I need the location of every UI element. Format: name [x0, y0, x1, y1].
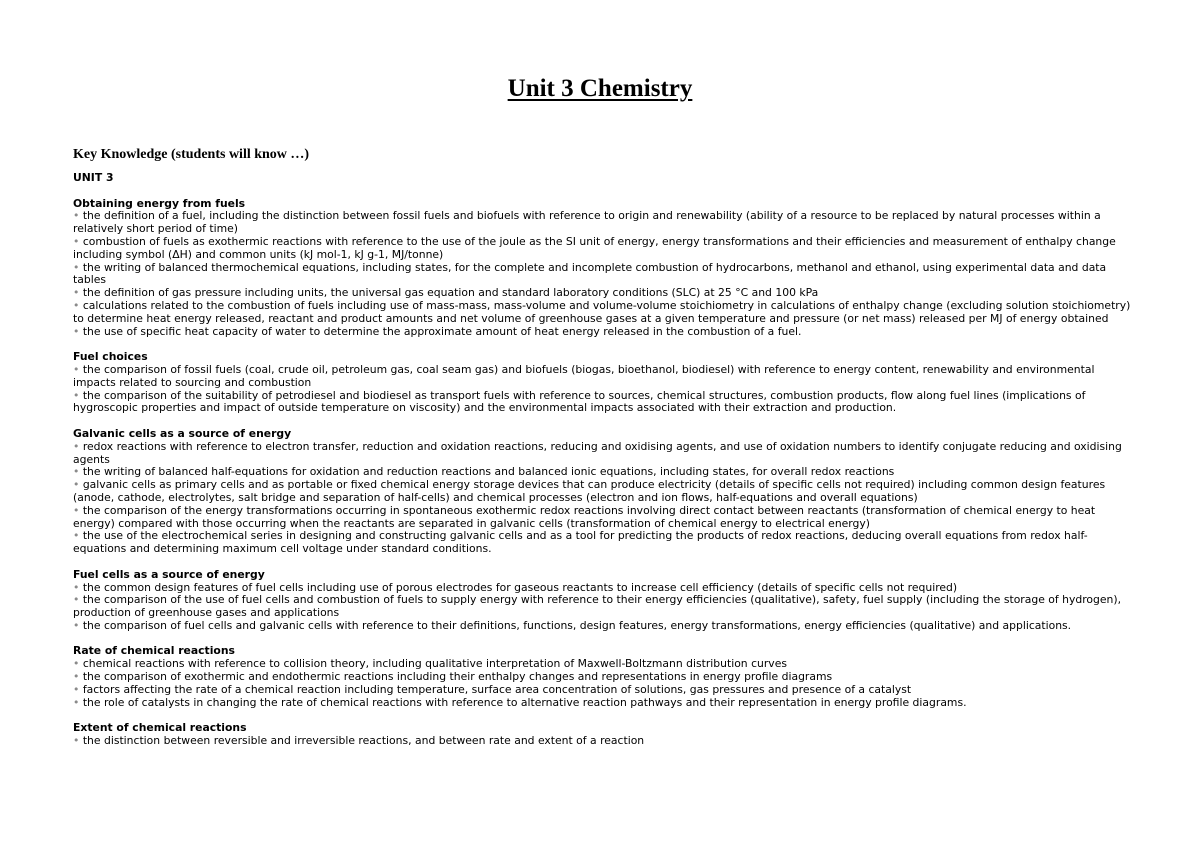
list-item-text: galvanic cells as primary cells and as portable or fixed chemical energy storage devices that can produce electricity (details of specific cells not required) including common design features (anode, cathode, electrolytes, salt bridge and separation of half-cells) and chemical processes (electron and ion flows, half-equations and overall equations)	[73, 478, 1106, 504]
bullet-icon: •	[73, 734, 80, 748]
list-item-text: redox reactions with reference to electron transfer, reduction and oxidation reactions, reducing and oxidising agents, and use of oxidation numbers to identify conjugate reducing and oxidising agents	[73, 439, 1122, 466]
list-item	[73, 262, 1133, 288]
list-item-text: calculations related to the combustion of fuels including use of mass-mass, mass-volume and volume-volume stoichiometry in calculations of enthalpy change (excluding solution stoichiometry) to determine heat energy released, reactant and product amounts and net volume of greenhouse gases at a given temperature and pressure (or net mass) released per MJ of energy obtained	[73, 298, 1131, 325]
bullet-icon: •	[73, 362, 80, 376]
bullet-list	[73, 364, 1133, 415]
list-item	[73, 210, 1133, 236]
list-item	[73, 390, 1133, 416]
list-item-text: the comparison of fossil fuels (coal, crude oil, petroleum gas, coal seam gas) and biofuels (biogas, bioethanol, biodiesel) with reference to energy content, renewability and environmental impacts related to sourcing and combustion	[73, 362, 1095, 389]
section	[73, 198, 1133, 339]
bullet-icon: •	[73, 388, 80, 402]
list-item-text: the comparison of the use of fuel cells and combustion of fuels to supply energy with reference to their energy efficiencies (qualitative), safety, fuel supply (including the storage of hydrogen), production of greenhouse gases and applications	[73, 593, 1122, 620]
list-item	[73, 530, 1133, 556]
bullet-icon: •	[73, 682, 80, 696]
list-item-text: chemical reactions with reference to collision theory, including qualitative interpretation of Maxwell-Boltzmann distribution curves	[82, 657, 787, 671]
bullet-list	[73, 210, 1133, 338]
list-item-text: the writing of balanced half-equations for oxidation and reduction reactions and balanced ionic equations, including states, for overall redox reactions	[82, 465, 895, 479]
section-heading: Galvanic cells as a source of energy	[73, 426, 292, 440]
key-knowledge-subtitle: Key Knowledge (students will know …)	[73, 147, 310, 162]
list-item	[73, 364, 1133, 390]
section-heading: Fuel cells as a source of energy	[73, 567, 265, 581]
bullet-icon: •	[73, 618, 80, 632]
list-item-text: the comparison of fuel cells and galvanic cells with reference to their definitions, functions, design features, energy transformations, energy efficiencies (qualitative) and applications.	[82, 618, 1072, 632]
bullet-icon: •	[73, 593, 80, 607]
list-item-text: the role of catalysts in changing the rate of chemical reactions with reference to alternative reaction pathways and their representation in energy profile diagrams.	[82, 695, 967, 709]
bullet-list	[73, 658, 1133, 709]
list-item	[73, 735, 1133, 748]
section	[73, 351, 1133, 415]
list-item-text: the definition of gas pressure including units, the universal gas equation and standard laboratory conditions (SLC) at 25 °C and 100 kPa	[82, 286, 819, 300]
bullet-list	[73, 441, 1133, 556]
list-item-text: combustion of fuels as exothermic reactions with reference to the use of the joule as the SI unit of energy, energy transformations and their efficiencies and measurement of enthalpy change including symbol (ΔH) and common units (kJ mol-1, kJ g-1, MJ/tonne)	[73, 234, 1116, 261]
section	[73, 569, 1133, 633]
section-heading: Rate of chemical reactions	[73, 644, 235, 658]
bullet-icon: •	[73, 478, 80, 492]
page-title: Unit 3 Chemistry	[507, 75, 693, 102]
list-item-text: the common design features of fuel cells including use of porous electrodes for gaseous reactants to increase cell efficiency (details of specific cells not required)	[82, 580, 958, 594]
list-item	[73, 697, 1133, 710]
list-item-text: the use of specific heat capacity of water to determine the approximate amount of heat energy released in the combustion of a fuel.	[82, 324, 802, 338]
unit-label: UNIT 3	[73, 171, 114, 184]
list-item	[73, 505, 1133, 531]
list-item-text: the distinction between reversible and irreversible reactions, and between rate and extent of a reaction	[82, 734, 645, 748]
list-item-text: the definition of a fuel, including the distinction between fossil fuels and biofuels with reference to origin and renewability (ability of a resource to be replaced by natural processes within a relatively short period of time)	[73, 209, 1101, 236]
bullet-icon: •	[73, 580, 80, 594]
bullet-icon: •	[73, 209, 80, 223]
list-item	[73, 326, 1133, 339]
bullet-icon: •	[73, 657, 80, 671]
bullet-icon: •	[73, 670, 80, 684]
section-heading: Extent of chemical reactions	[73, 721, 247, 735]
section	[73, 428, 1133, 556]
list-item-text: the comparison of the energy transformations occurring in spontaneous exothermic redox reactions involving direct contact between reactants (transformation of chemical energy to heat energy) compared with those occurring when the reactants are separated in galvanic cells (transformation of chemical energy to electrical energy)	[73, 503, 1096, 530]
bullet-icon: •	[73, 286, 80, 300]
bullet-list	[73, 735, 1133, 748]
bullet-icon: •	[73, 465, 80, 479]
bullet-icon: •	[73, 234, 80, 248]
bullet-icon: •	[73, 439, 80, 453]
list-item-text: the comparison of exothermic and endothermic reactions including their enthalpy changes and representations in energy profile diagrams	[82, 670, 833, 684]
section	[73, 722, 1133, 748]
section	[73, 645, 1133, 709]
bullet-icon: •	[73, 529, 80, 543]
bullet-icon: •	[73, 324, 80, 338]
section-heading: Obtaining energy from fuels	[73, 196, 246, 210]
list-item-text: the writing of balanced thermochemical equations, including states, for the complete and incomplete combustion of hydrocarbons, methanol and ethanol, using experimental data and data tables	[73, 260, 1107, 287]
bullet-icon: •	[73, 260, 80, 274]
bullet-icon: •	[73, 503, 80, 517]
document-content	[73, 172, 1133, 761]
list-item	[73, 236, 1133, 262]
list-item	[73, 594, 1133, 620]
bullet-list	[73, 582, 1133, 633]
list-item	[73, 441, 1133, 467]
list-item-text: the comparison of the suitability of petrodiesel and biodiesel as transport fuels with reference to sources, chemical structures, combustion products, flow along fuel lines (implications of hygroscopic properties and impact of outside temperature on viscosity) and the environmental impacts associated with their extraction and production.	[73, 388, 1086, 415]
list-item	[73, 479, 1133, 505]
bullet-icon: •	[73, 298, 80, 312]
sections-container	[73, 198, 1133, 748]
section-heading: Fuel choices	[73, 350, 148, 364]
list-item-text: factors affecting the rate of a chemical reaction including temperature, surface area concentration of solutions, gas pressures and presence of a catalyst	[82, 682, 912, 696]
list-item	[73, 300, 1133, 326]
list-item-text: the use of the electrochemical series in designing and constructing galvanic cells and as a tool for predicting the products of redox reactions, deducing overall equations from redox half-equations and determining maximum cell voltage under standard conditions.	[73, 529, 1088, 556]
bullet-icon: •	[73, 695, 80, 709]
list-item	[73, 620, 1133, 633]
